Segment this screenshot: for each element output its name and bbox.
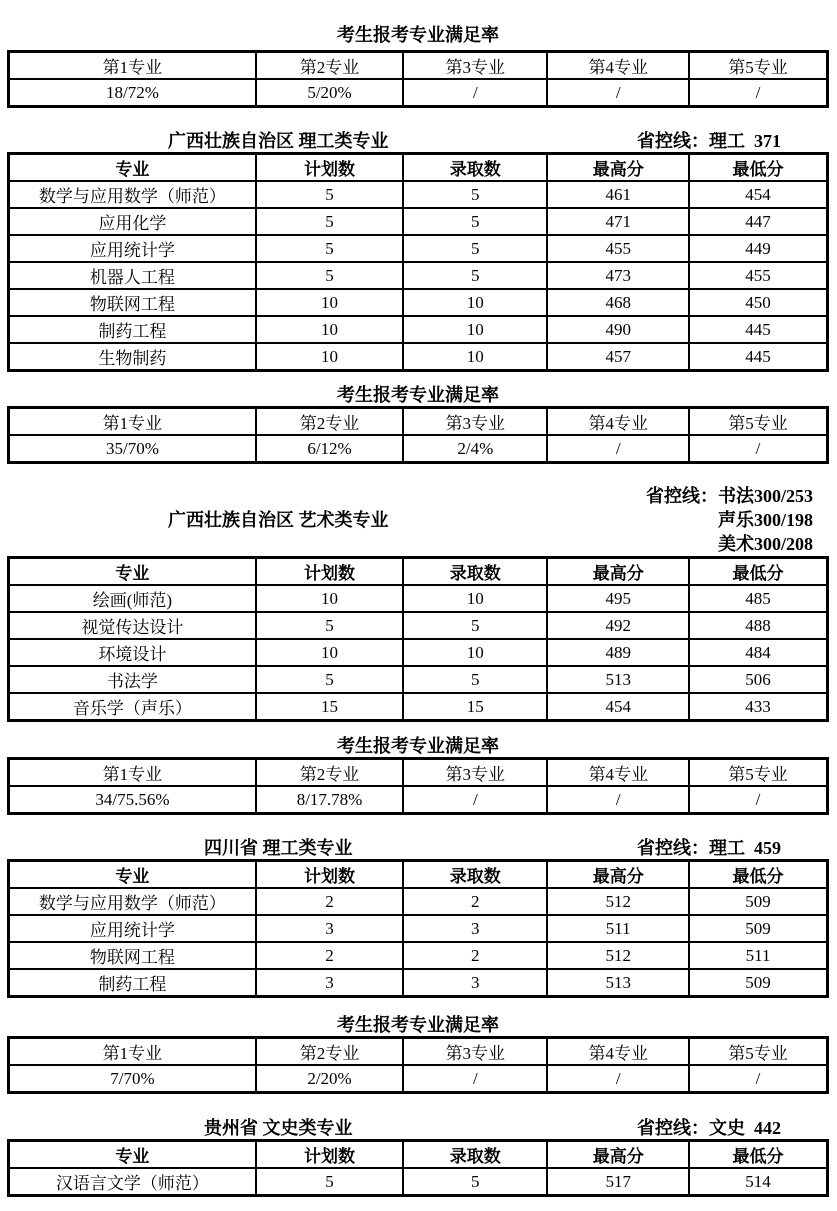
section-title: 四川省 理工类专业 <box>204 838 353 858</box>
min-score: 509 <box>689 915 827 942</box>
majors-table-guangxi-science <box>7 152 829 372</box>
plan-count: 5 <box>256 1168 403 1196</box>
column-header: 最高分 <box>547 861 689 889</box>
satisfaction-value: 7/70% <box>9 1065 256 1093</box>
column-header: 录取数 <box>403 154 547 182</box>
admit-count: 3 <box>403 915 547 942</box>
major-name: 应用化学 <box>9 208 256 235</box>
column-header: 最低分 <box>689 154 827 182</box>
column-header: 录取数 <box>403 558 547 586</box>
max-score: 489 <box>547 639 689 666</box>
admit-count: 2 <box>403 888 547 915</box>
satisfaction-title-2: 考生报考专业满足率 <box>337 385 499 405</box>
max-score: 513 <box>547 969 689 997</box>
document-page <box>0 24 837 1197</box>
max-score: 517 <box>547 1168 689 1196</box>
column-header: 第4专业 <box>547 1038 689 1066</box>
column-header: 录取数 <box>403 861 547 889</box>
table-header-row <box>9 154 828 182</box>
satisfaction-title-3: 考生报考专业满足率 <box>337 736 499 756</box>
plan-count: 15 <box>256 693 403 721</box>
min-score: 509 <box>689 969 827 997</box>
max-score: 461 <box>547 181 689 208</box>
satisfaction-table-1 <box>7 50 829 108</box>
table-row <box>9 316 828 343</box>
plan-count: 5 <box>256 235 403 262</box>
column-header: 计划数 <box>256 558 403 586</box>
table-row <box>9 343 828 371</box>
satisfaction-table-3 <box>7 757 829 815</box>
section-header-guizhou-liberal-arts <box>7 1117 829 1139</box>
section-header-guangxi-science <box>7 130 829 152</box>
satisfaction-value: 34/75.56% <box>9 786 256 814</box>
column-header: 专业 <box>9 861 256 889</box>
major-name: 汉语言文学（师范） <box>9 1168 256 1196</box>
satisfaction-value: / <box>547 786 689 814</box>
max-score: 512 <box>547 888 689 915</box>
satisfaction-value: / <box>689 786 827 814</box>
admit-count: 15 <box>403 693 547 721</box>
satisfaction-value: / <box>547 79 689 107</box>
majors-table-sichuan-science <box>7 859 829 998</box>
column-header: 第2专业 <box>256 1038 403 1066</box>
column-header: 第2专业 <box>256 759 403 787</box>
admit-count: 10 <box>403 639 547 666</box>
min-score: 445 <box>689 316 827 343</box>
plan-count: 10 <box>256 316 403 343</box>
column-header: 第4专业 <box>547 408 689 436</box>
column-header: 最高分 <box>547 154 689 182</box>
major-name: 制药工程 <box>9 969 256 997</box>
min-score: 488 <box>689 612 827 639</box>
admit-count: 5 <box>403 1168 547 1196</box>
column-header: 计划数 <box>256 861 403 889</box>
max-score: 455 <box>547 235 689 262</box>
satisfaction-value: 8/17.78% <box>256 786 403 814</box>
section-title: 广西壮族自治区 理工类专业 <box>168 131 389 151</box>
min-score: 450 <box>689 289 827 316</box>
major-name: 机器人工程 <box>9 262 256 289</box>
satisfaction-value: / <box>689 79 827 107</box>
table-header-row <box>9 1038 828 1066</box>
plan-count: 3 <box>256 915 403 942</box>
satisfaction-value: 2/4% <box>403 435 547 463</box>
table-row <box>9 289 828 316</box>
province-control-line: 省控线：文史 442 <box>637 1118 781 1138</box>
column-header: 专业 <box>9 154 256 182</box>
table-row <box>9 888 828 915</box>
column-header: 第5专业 <box>689 408 827 436</box>
table-header-row <box>9 759 828 787</box>
major-name: 物联网工程 <box>9 942 256 969</box>
table-row <box>9 208 828 235</box>
major-name: 音乐学（声乐） <box>9 693 256 721</box>
majors-table-guizhou-liberal-arts <box>7 1139 829 1197</box>
table-row <box>9 612 828 639</box>
table-header-row <box>9 1141 828 1169</box>
min-score: 509 <box>689 888 827 915</box>
satisfaction-table-4 <box>7 1036 829 1094</box>
table-row <box>9 666 828 693</box>
table-row <box>9 181 828 208</box>
max-score: 473 <box>547 262 689 289</box>
max-score: 468 <box>547 289 689 316</box>
max-score: 454 <box>547 693 689 721</box>
column-header: 第5专业 <box>689 1038 827 1066</box>
table-row <box>9 969 828 997</box>
satisfaction-value: 2/20% <box>256 1065 403 1093</box>
admit-count: 2 <box>403 942 547 969</box>
table-header-row <box>9 861 828 889</box>
column-header: 最低分 <box>689 558 827 586</box>
control-line-calligraphy: 省控线：书法300/253 <box>645 486 813 506</box>
table-row <box>9 786 828 814</box>
plan-count: 10 <box>256 289 403 316</box>
table-header-row <box>9 408 828 436</box>
plan-count: 10 <box>256 585 403 612</box>
section-title: 贵州省 文史类专业 <box>204 1118 353 1138</box>
major-name: 应用统计学 <box>9 915 256 942</box>
max-score: 492 <box>547 612 689 639</box>
plan-count: 10 <box>256 639 403 666</box>
max-score: 471 <box>547 208 689 235</box>
satisfaction-value: / <box>403 786 547 814</box>
major-name: 绘画(师范) <box>9 585 256 612</box>
max-score: 511 <box>547 915 689 942</box>
min-score: 511 <box>689 942 827 969</box>
column-header: 第3专业 <box>403 1038 547 1066</box>
admit-count: 5 <box>403 262 547 289</box>
table-row <box>9 435 828 463</box>
admit-count: 10 <box>403 289 547 316</box>
table-row <box>9 915 828 942</box>
plan-count: 5 <box>256 181 403 208</box>
section-title: 广西壮族自治区 艺术类专业 <box>168 510 389 530</box>
table-header-row <box>9 52 828 80</box>
admit-count: 5 <box>403 612 547 639</box>
table-row <box>9 1065 828 1093</box>
max-score: 457 <box>547 343 689 371</box>
plan-count: 3 <box>256 969 403 997</box>
table-row <box>9 585 828 612</box>
min-score: 485 <box>689 585 827 612</box>
column-header: 最低分 <box>689 861 827 889</box>
column-header: 第4专业 <box>547 759 689 787</box>
min-score: 445 <box>689 343 827 371</box>
column-header: 第1专业 <box>9 759 256 787</box>
section-header-guangxi-art <box>7 484 829 556</box>
min-score: 514 <box>689 1168 827 1196</box>
admit-count: 3 <box>403 969 547 997</box>
major-name: 制药工程 <box>9 316 256 343</box>
major-name: 环境设计 <box>9 639 256 666</box>
min-score: 455 <box>689 262 827 289</box>
major-name: 书法学 <box>9 666 256 693</box>
plan-count: 5 <box>256 208 403 235</box>
max-score: 495 <box>547 585 689 612</box>
satisfaction-value: 18/72% <box>9 79 256 107</box>
admit-count: 10 <box>403 585 547 612</box>
table-row <box>9 1168 828 1196</box>
column-header: 最低分 <box>689 1141 827 1169</box>
satisfaction-table-2 <box>7 406 829 464</box>
min-score: 484 <box>689 639 827 666</box>
column-header: 录取数 <box>403 1141 547 1169</box>
column-header: 第2专业 <box>256 52 403 80</box>
admit-count: 5 <box>403 235 547 262</box>
plan-count: 5 <box>256 612 403 639</box>
province-control-line: 省控线：理工 371 <box>637 131 781 151</box>
province-control-line: 省控线：理工 459 <box>637 838 781 858</box>
plan-count: 10 <box>256 343 403 371</box>
satisfaction-title-1: 考生报考专业满足率 <box>337 25 499 45</box>
plan-count: 2 <box>256 888 403 915</box>
column-header: 第5专业 <box>689 52 827 80</box>
satisfaction-value: / <box>547 435 689 463</box>
province-control-lines <box>550 484 829 556</box>
major-name: 应用统计学 <box>9 235 256 262</box>
admit-count: 5 <box>403 208 547 235</box>
min-score: 454 <box>689 181 827 208</box>
column-header: 最高分 <box>547 1141 689 1169</box>
column-header: 第1专业 <box>9 52 256 80</box>
satisfaction-value: 5/20% <box>256 79 403 107</box>
table-row <box>9 942 828 969</box>
plan-count: 5 <box>256 262 403 289</box>
table-row <box>9 235 828 262</box>
satisfaction-value: / <box>689 435 827 463</box>
table-row <box>9 639 828 666</box>
max-score: 490 <box>547 316 689 343</box>
satisfaction-value: / <box>689 1065 827 1093</box>
column-header: 计划数 <box>256 1141 403 1169</box>
column-header: 第3专业 <box>403 52 547 80</box>
control-line-vocal: 声乐300/198 <box>717 510 813 530</box>
column-header: 第1专业 <box>9 408 256 436</box>
column-header: 第2专业 <box>256 408 403 436</box>
admit-count: 5 <box>403 666 547 693</box>
major-name: 生物制药 <box>9 343 256 371</box>
column-header: 专业 <box>9 1141 256 1169</box>
major-name: 数学与应用数学（师范） <box>9 888 256 915</box>
plan-count: 2 <box>256 942 403 969</box>
column-header: 第4专业 <box>547 52 689 80</box>
admit-count: 5 <box>403 181 547 208</box>
column-header: 计划数 <box>256 154 403 182</box>
table-row <box>9 693 828 721</box>
satisfaction-value: 6/12% <box>256 435 403 463</box>
admit-count: 10 <box>403 316 547 343</box>
satisfaction-value: 35/70% <box>9 435 256 463</box>
max-score: 513 <box>547 666 689 693</box>
major-name: 物联网工程 <box>9 289 256 316</box>
column-header: 第3专业 <box>403 759 547 787</box>
satisfaction-value: / <box>547 1065 689 1093</box>
table-row <box>9 79 828 107</box>
major-name: 数学与应用数学（师范） <box>9 181 256 208</box>
control-line-fine-art: 美术300/208 <box>717 534 813 554</box>
satisfaction-value: / <box>403 1065 547 1093</box>
satisfaction-title-4: 考生报考专业满足率 <box>337 1015 499 1035</box>
max-score: 512 <box>547 942 689 969</box>
satisfaction-value: / <box>403 79 547 107</box>
min-score: 447 <box>689 208 827 235</box>
column-header: 第3专业 <box>403 408 547 436</box>
min-score: 449 <box>689 235 827 262</box>
min-score: 506 <box>689 666 827 693</box>
table-row <box>9 262 828 289</box>
min-score: 433 <box>689 693 827 721</box>
column-header: 第1专业 <box>9 1038 256 1066</box>
column-header: 最高分 <box>547 558 689 586</box>
column-header: 第5专业 <box>689 759 827 787</box>
admit-count: 10 <box>403 343 547 371</box>
section-header-sichuan-science <box>7 837 829 859</box>
plan-count: 5 <box>256 666 403 693</box>
column-header: 专业 <box>9 558 256 586</box>
table-header-row <box>9 558 828 586</box>
major-name: 视觉传达设计 <box>9 612 256 639</box>
majors-table-guangxi-art <box>7 556 829 722</box>
